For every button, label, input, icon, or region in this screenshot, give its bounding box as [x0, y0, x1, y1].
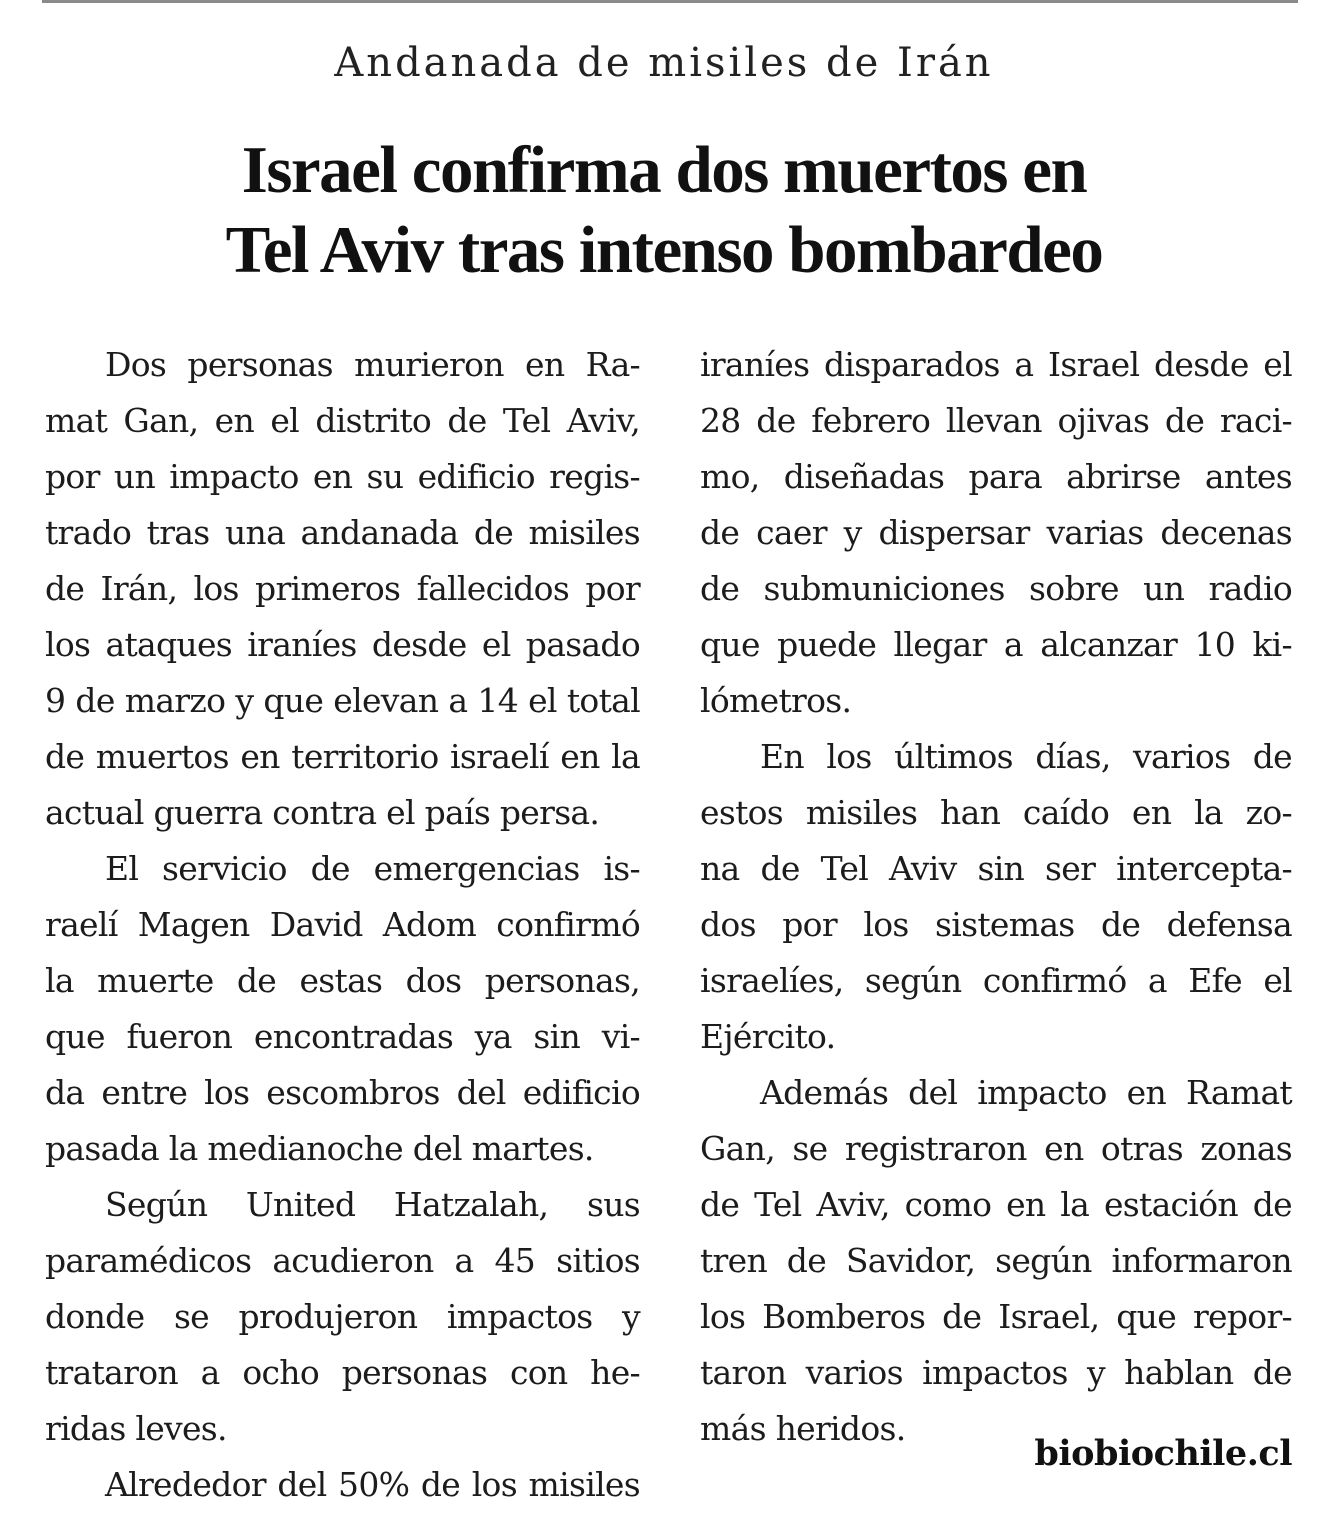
body-line: actual guerra contra el país persa. — [45, 793, 600, 832]
left-column — [45, 337, 640, 1513]
body-line: da entre los escombros del edificio — [45, 1073, 640, 1112]
body-line: paramédicos acudieron a 45 sitios — [45, 1241, 640, 1280]
body-line: taron varios impactos y hablan de — [700, 1353, 1292, 1392]
body-line: ridas leves. — [45, 1409, 227, 1448]
article-kicker: Andanada de misiles de Irán — [334, 40, 994, 86]
body-line: trataron a ocho personas con he- — [45, 1353, 640, 1392]
body-line: israelíes, según confirmó a Efe el — [700, 961, 1292, 1000]
body-line: Según United Hatzalah, sus — [105, 1185, 640, 1224]
source-credit: biobiochile.cl — [1034, 1433, 1292, 1474]
body-line: estos misiles han caído en la zo- — [700, 793, 1292, 832]
body-line: de muertos en territorio israelí en la — [45, 737, 640, 776]
body-line: mat Gan, en el distrito de Tel Aviv, — [45, 401, 640, 440]
body-line: de Irán, los primeros fallecidos por — [45, 569, 640, 608]
body-line: dos por los sistemas de defensa — [700, 905, 1292, 944]
body-line: donde se produjeron impactos y — [45, 1297, 640, 1336]
body-line: la muerte de estas dos personas, — [45, 961, 640, 1000]
body-line: trado tras una andanada de misiles — [45, 513, 640, 552]
body-line: raelí Magen David Adom confirmó — [45, 905, 640, 944]
body-line: de Tel Aviv, como en la estación de — [700, 1185, 1292, 1224]
right-column — [700, 337, 1292, 1457]
body-line: lómetros. — [700, 681, 852, 720]
body-line: de caer y dispersar varias decenas — [700, 513, 1292, 552]
headline-line: Tel Aviv tras intenso bombardeo — [225, 213, 1103, 287]
body-line: iraníes disparados a Israel desde el — [700, 345, 1292, 384]
body-line: 28 de febrero llevan ojivas de raci- — [700, 401, 1292, 440]
body-line: Alrededor del 50% de los misiles — [105, 1465, 640, 1504]
article-headline — [60, 130, 1268, 290]
headline-line: Israel confirma dos muertos en — [241, 133, 1087, 207]
body-line: El servicio de emergencias is- — [105, 849, 640, 888]
body-line: los Bomberos de Israel, que repor- — [700, 1297, 1292, 1336]
top-rule — [42, 0, 1298, 3]
body-line: Gan, se registraron en otras zonas — [700, 1129, 1292, 1168]
body-line: tren de Savidor, según informaron — [700, 1241, 1292, 1280]
body-line: los ataques iraníes desde el pasado — [45, 625, 640, 664]
body-line: por un impacto en su edificio regis- — [45, 457, 640, 496]
body-line: 9 de marzo y que elevan a 14 el total — [45, 681, 640, 720]
body-line: que fueron encontradas ya sin vi- — [45, 1017, 640, 1056]
body-line: más heridos. — [700, 1409, 906, 1448]
body-line: Dos personas murieron en Ra- — [105, 345, 640, 384]
body-line: de submuniciones sobre un radio — [700, 569, 1292, 608]
body-line: na de Tel Aviv sin ser intercepta- — [700, 849, 1292, 888]
body-line: Además del impacto en Ramat — [760, 1073, 1292, 1112]
body-line: que puede llegar a alcanzar 10 ki- — [700, 625, 1292, 664]
body-line: En los últimos días, varios de — [760, 737, 1292, 776]
body-line: mo, diseñadas para abrirse antes — [700, 457, 1292, 496]
body-line: Ejército. — [700, 1017, 836, 1056]
body-line: pasada la medianoche del martes. — [45, 1129, 594, 1168]
